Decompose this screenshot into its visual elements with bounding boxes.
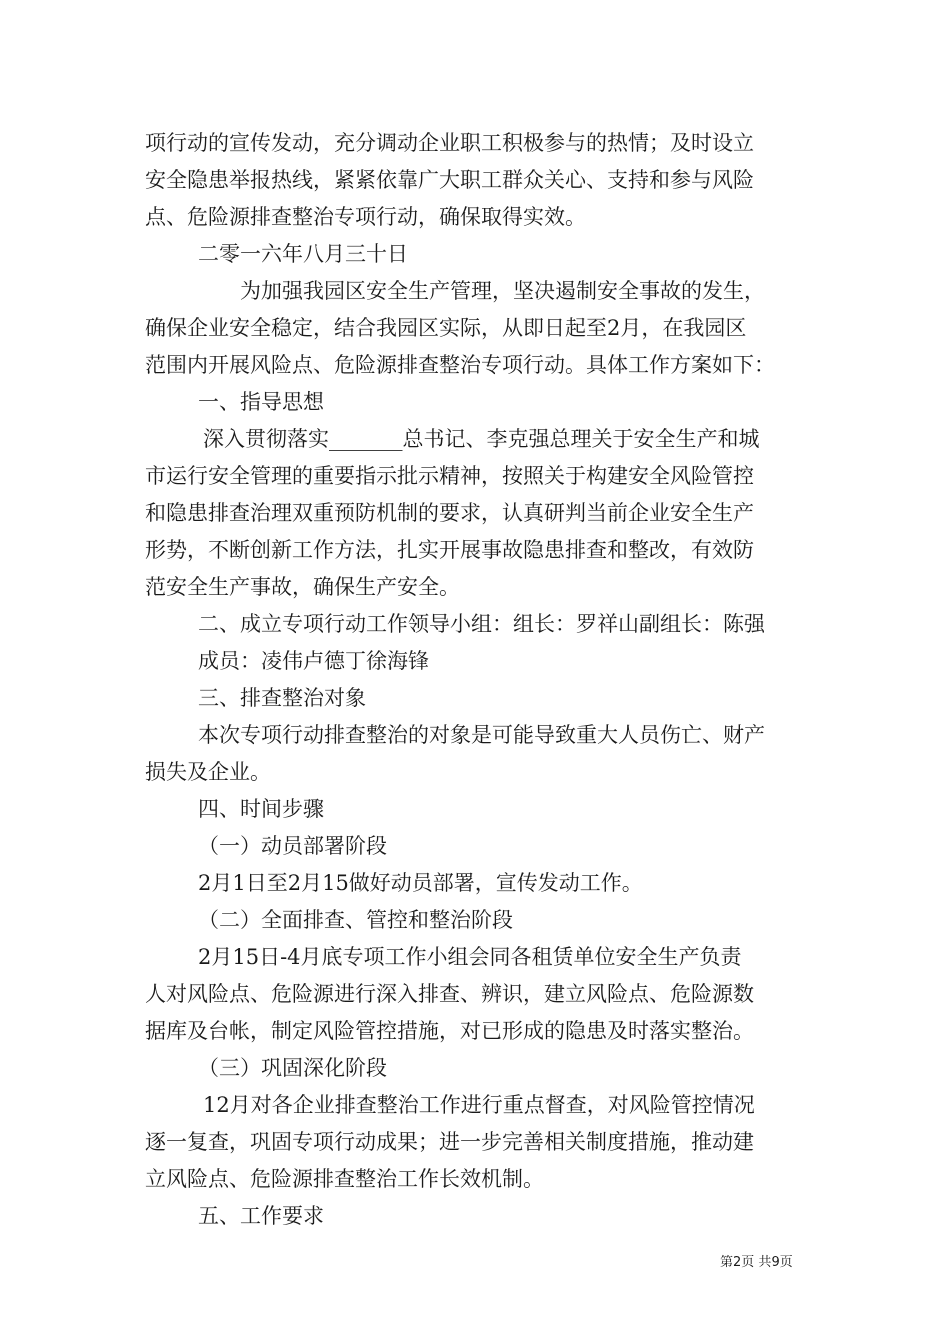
section-heading: 五、工作要求 — [198, 1204, 324, 1228]
page-footer — [720, 1255, 793, 1271]
footer-middle: 页 共 — [741, 1255, 772, 1270]
footer-prefix: 第 — [720, 1255, 734, 1270]
section-heading: 一、指导思想 — [198, 390, 324, 414]
text-line: 范围内开展风险点、危险源排查整治专项行动。具体工作方案如下： — [145, 353, 775, 377]
text-line: 12月对各企业排查整治工作进行重点督查，对风险管控情况 — [203, 1093, 755, 1117]
text-line: 损失及企业。 — [145, 760, 271, 784]
footer-total-pages: 9 — [771, 1255, 780, 1270]
text-line: 立风险点、危险源排查整治工作长效机制。 — [145, 1167, 544, 1191]
text-line: 和隐患排查治理双重预防机制的要求，认真研判当前企业安全生产 — [145, 501, 754, 525]
text-line: 确保企业安全稳定，结合我园区实际，从即日起至2月，在我园区 — [145, 316, 747, 340]
text-line: 2月1日至2月15做好动员部署，宣传发动工作。 — [198, 871, 643, 895]
text-line: 成员：凌伟卢德丁徐海锋 — [198, 649, 429, 673]
text-line: 市运行安全管理的重要指示批示精神，按照关于构建安全风险管控 — [145, 464, 754, 488]
subsection-heading: （二）全面排查、管控和整治阶段 — [198, 908, 513, 932]
text-line: 形势，不断创新工作方法，扎实开展事故隐患排查和整改，有效防 — [145, 538, 754, 562]
text-line: 本次专项行动排查整治的对象是可能导致重大人员伤亡、财产 — [198, 723, 765, 747]
text-line: 人对风险点、危险源进行深入排查、辨识，建立风险点、危险源数 — [145, 982, 754, 1006]
text-line: 项行动的宣传发动，充分调动企业职工积极参与的热情；及时设立 — [145, 131, 754, 155]
date-line: 二零一六年八月三十日 — [198, 242, 408, 266]
footer-suffix: 页 — [779, 1255, 793, 1270]
footer-page-number: 2 — [733, 1255, 742, 1270]
text-line: 点、危险源排查整治专项行动，确保取得实效。 — [145, 205, 586, 229]
section-heading: 三、排查整治对象 — [198, 686, 366, 710]
subsection-heading: （三）巩固深化阶段 — [198, 1056, 387, 1080]
text-line: 据库及台帐，制定风险管控措施，对已形成的隐患及时落实整治。 — [145, 1019, 754, 1043]
text-line: 深入贯彻落实_______总书记、李克强总理关于安全生产和城 — [203, 427, 760, 451]
text-line: 范安全生产事故，确保生产安全。 — [145, 575, 460, 599]
subsection-heading: （一）动员部署阶段 — [198, 834, 387, 858]
text-line: 安全隐患举报热线，紧紧依靠广大职工群众关心、支持和参与风险 — [145, 168, 754, 192]
text-line: 为加强我园区安全生产管理，坚决遏制安全事故的发生， — [240, 279, 765, 303]
section-heading: 二、成立专项行动工作领导小组：组长：罗祥山副组长：陈强 — [198, 612, 765, 636]
text-line: 逐一复查，巩固专项行动成果；进一步完善相关制度措施，推动建 — [145, 1130, 754, 1154]
section-heading: 四、时间步骤 — [198, 797, 324, 821]
text-line: 2月15日-4月底专项工作小组会同各租赁单位安全生产负责 — [198, 945, 742, 969]
